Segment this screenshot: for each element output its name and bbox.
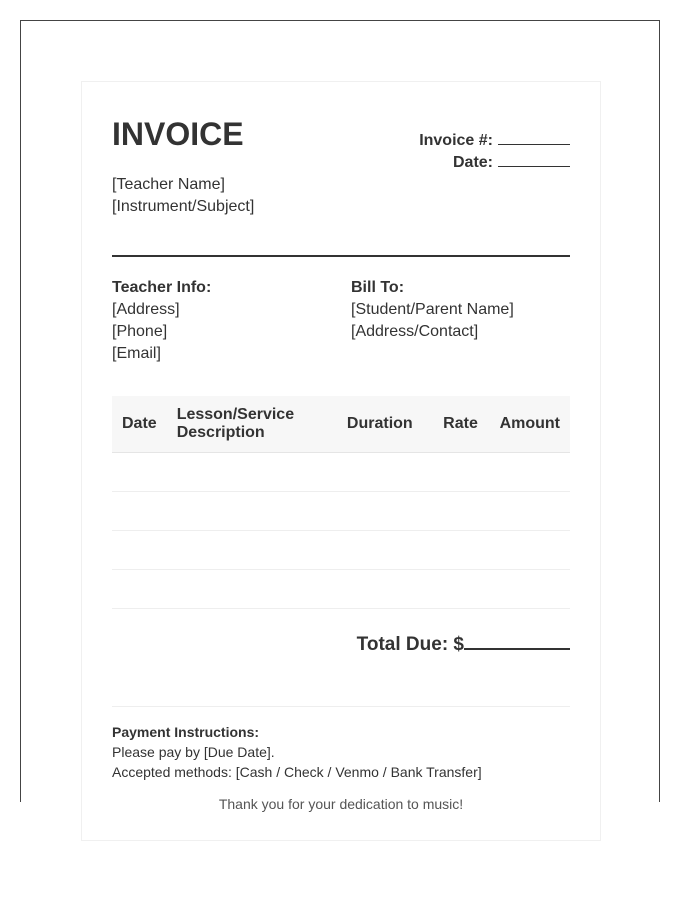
total-due	[357, 630, 570, 656]
table-row	[112, 531, 570, 570]
invoice-date-blank	[498, 152, 570, 167]
table-cell	[112, 531, 167, 570]
table-cell	[433, 531, 489, 570]
table-cell	[112, 453, 167, 492]
table-cell	[337, 453, 433, 492]
invoice-meta	[419, 130, 570, 174]
invoice-date-row	[419, 152, 570, 174]
bill-to-block	[351, 277, 514, 343]
bill-to-heading: Bill To:	[351, 279, 405, 296]
table-cell	[167, 531, 337, 570]
table-cell	[433, 453, 489, 492]
payment-methods-line: Accepted methods: [Cash / Check / Venmo / Bank Transfer]	[112, 764, 482, 780]
line-items-table	[112, 396, 570, 609]
teacher-info-heading: Teacher Info:	[112, 279, 212, 296]
teacher-phone: [Phone]	[112, 323, 168, 340]
invoice-number-label: Invoice #:	[419, 132, 493, 149]
invoice-number-blank	[498, 130, 570, 145]
table-cell	[490, 531, 570, 570]
table-cell	[433, 570, 489, 609]
total-due-blank	[464, 630, 570, 650]
payment-heading: Payment Instructions:	[112, 724, 260, 740]
col-header-description: Lesson/Service Description	[167, 396, 337, 453]
teacher-email: [Email]	[112, 345, 161, 362]
table-cell	[112, 570, 167, 609]
payment-due-line: Please pay by [Due Date].	[112, 744, 275, 760]
col-header-amount: Amount	[490, 396, 570, 453]
table-row	[112, 570, 570, 609]
teacher-name: [Teacher Name]	[112, 176, 225, 193]
table-cell	[112, 492, 167, 531]
table-cell	[337, 492, 433, 531]
invoice-title: INVOICE	[112, 116, 244, 152]
table-cell	[167, 492, 337, 531]
table-header-row	[112, 396, 570, 453]
table-cell	[337, 531, 433, 570]
payment-divider	[112, 706, 570, 707]
teacher-address: [Address]	[112, 301, 180, 318]
table-cell	[490, 492, 570, 531]
col-header-rate: Rate	[433, 396, 489, 453]
col-header-date: Date	[112, 396, 167, 453]
bill-to-name: [Student/Parent Name]	[351, 301, 514, 318]
table-cell	[490, 570, 570, 609]
bill-to-contact: [Address/Contact]	[351, 323, 479, 340]
col-header-duration: Duration	[337, 396, 433, 453]
table-cell	[490, 453, 570, 492]
document-frame	[20, 20, 660, 812]
table-row	[112, 492, 570, 531]
invoice-sheet	[81, 81, 601, 841]
table-cell	[167, 570, 337, 609]
table-cell	[433, 492, 489, 531]
total-due-label: Total Due: $	[356, 634, 464, 655]
invoice-date-label: Date:	[452, 154, 493, 171]
thank-you-note: Thank you for your dedication to music!	[218, 796, 464, 812]
teacher-info-block	[112, 277, 211, 365]
table-row	[112, 453, 570, 492]
instrument-subject: [Instrument/Subject]	[112, 198, 255, 215]
header-divider	[112, 255, 570, 257]
table-cell	[337, 570, 433, 609]
invoice-number-row	[419, 130, 570, 152]
payment-instructions	[112, 722, 482, 782]
teacher-identity	[112, 174, 254, 218]
table-cell	[167, 453, 337, 492]
